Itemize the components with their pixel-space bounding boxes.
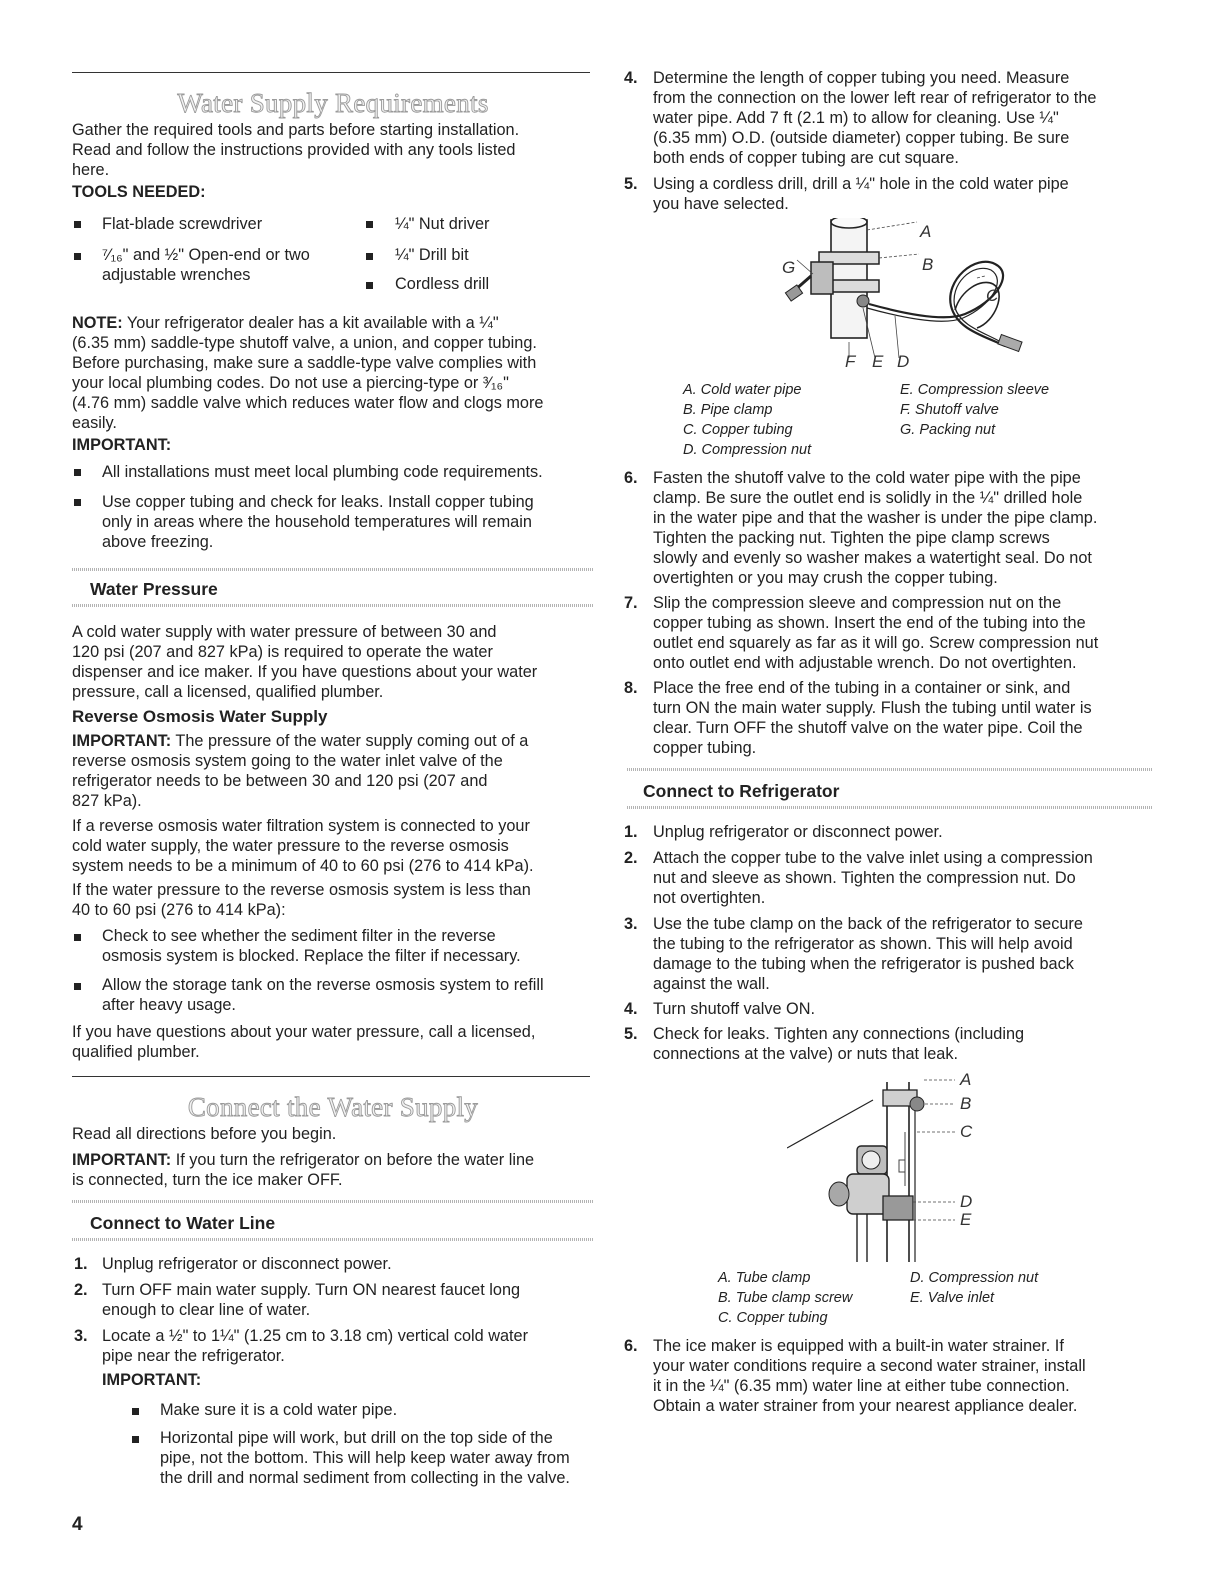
ro-bullet-item: after heavy usage. (102, 996, 236, 1014)
important-label: IMPORTANT: (72, 732, 172, 750)
figure-label: D (897, 352, 910, 371)
ro-line: cold water supply, the water pressure to the reverse osmosis (72, 837, 509, 855)
step-number: 6. (624, 469, 638, 487)
step-bullet: the drill and normal sediment from collecting in the valve. (160, 1469, 570, 1487)
step-text: against the wall. (653, 975, 770, 993)
figure-caption: C. Copper tubing (683, 422, 793, 438)
bullet-icon (366, 282, 373, 289)
tube-clamp-illustration (787, 1076, 987, 1266)
bullet-icon (74, 499, 81, 506)
step-text: damage to the tubing when the refrigerator is pushed back (653, 955, 1074, 973)
step-number: 1. (74, 1255, 88, 1273)
refrigerator-heading: Connect to Refrigerator (627, 768, 1152, 804)
bullet-icon (132, 1436, 139, 1443)
ro-bullet-item: Check to see whether the sediment filter in the reverse (102, 927, 496, 945)
step-bullet: Make sure it is a cold water pipe. (160, 1401, 398, 1419)
bullet-icon (366, 221, 373, 228)
step-text: you have selected. (653, 195, 789, 213)
step-number: 7. (624, 594, 638, 612)
step-number: 4. (624, 1000, 638, 1018)
note-label: NOTE: (72, 314, 123, 332)
step-text: from the connection on the lower left rear of refrigerator to the (653, 89, 1097, 107)
figure-label: B (922, 255, 934, 274)
pressure-line: A cold water supply with water pressure of between 30 and (72, 623, 497, 641)
important-heading: IMPORTANT: (72, 436, 172, 454)
figure-label: E (872, 352, 884, 371)
tool-item: ¼" Nut driver (395, 215, 490, 233)
figure-label: C (960, 1122, 973, 1141)
figure-label: C (986, 286, 999, 305)
section-divider (72, 72, 590, 73)
step-text: not overtighten. (653, 889, 766, 907)
tool-item: adjustable wrenches (102, 266, 251, 284)
step-text: Obtain a water strainer from your nearest appliance dealer. (653, 1397, 1078, 1415)
figure-caption: E. Valve inlet (910, 1290, 995, 1306)
step-text: in the water pipe and that the washer is under the pipe clamp. (653, 509, 1098, 527)
important-heading: IMPORTANT: (102, 1371, 202, 1389)
step-text: water pipe. Add 7 ft (2.1 m) to allow for cleaning. Use ¼" (653, 109, 1059, 127)
step-text: Attach the copper tube to the valve inlet using a compression (653, 849, 1093, 867)
shutoff-valve-illustration (745, 218, 1045, 378)
section-divider (72, 1076, 590, 1077)
ro-line: 40 to 60 psi (276 to 414 kPa): (72, 901, 286, 919)
figure-label: B (960, 1094, 972, 1113)
step-text: your water conditions require a second water strainer, install (653, 1357, 1086, 1375)
step-text: enough to clear line of water. (102, 1301, 311, 1319)
bullet-icon (74, 469, 81, 476)
pressure-line: 120 psi (207 and 827 kPa) is required to operate the water (72, 643, 493, 661)
step-number: 5. (624, 1025, 638, 1043)
tool-item: Cordless drill (395, 275, 490, 293)
ro-line: 827 kPa). (72, 792, 142, 810)
ro-heading: Reverse Osmosis Water Supply (72, 707, 328, 726)
tool-item: ⁷⁄₁₆" and ½" Open-end or two (102, 246, 310, 264)
step-text: outlet end squarely as far as it will go. Screw compression nut (653, 634, 1099, 652)
note-line: (6.35 mm) saddle-type shutoff valve, a union, and copper tubing. (72, 334, 537, 352)
step-text: the tubing to the refrigerator as shown. This will help avoid (653, 935, 1073, 953)
important-item: Use copper tubing and check for leaks. Install copper tubing (102, 493, 534, 511)
pressure-line: pressure, call a licensed, qualified plumber. (72, 683, 384, 701)
step-number: 3. (74, 1327, 88, 1345)
figure-caption: F. Shutoff valve (900, 402, 999, 418)
step-text: The ice maker is equipped with a built-in water strainer. If (653, 1337, 1064, 1355)
figure-caption: C. Copper tubing (718, 1310, 828, 1326)
water-pressure-heading: Water Pressure (72, 568, 594, 604)
connect-intro: Read all directions before you begin. (72, 1125, 337, 1143)
tool-item: Flat-blade screwdriver (102, 215, 263, 233)
step-text: connections at the valve) or nuts that leak. (653, 1045, 958, 1063)
important-item: only in areas where the household temperatures will remain (102, 513, 532, 531)
step-text: Turn shutoff valve ON. (653, 1000, 815, 1018)
ro-line: If a reverse osmosis water filtration system is connected to your (72, 817, 530, 835)
step-number: 8. (624, 679, 638, 697)
step-bullet: pipe, not the bottom. This will help keep water away from (160, 1449, 570, 1467)
bullet-icon (132, 1408, 139, 1415)
step-text: Tighten the packing nut. Tighten the pipe clamp screws (653, 529, 1050, 547)
step-text: clear. Turn OFF the shutoff valve on the water pipe. Coil the (653, 719, 1083, 737)
step-text: Unplug refrigerator or disconnect power. (653, 823, 943, 841)
note-line: (4.76 mm) saddle valve which reduces water flow and clogs more (72, 394, 544, 412)
step-text: Locate a ½" to 1¼" (1.25 cm to 3.18 cm) vertical cold water (102, 1327, 529, 1345)
tools-heading: TOOLS NEEDED: (72, 183, 206, 201)
step-text: slowly and evenly so washer makes a watertight seal. Do not (653, 549, 1092, 567)
figure-label: D (960, 1192, 973, 1211)
step-text: Use the tube clamp on the back of the refrigerator to secure (653, 915, 1083, 933)
step-text: Fasten the shutoff valve to the cold water pipe with the pipe (653, 469, 1081, 487)
connect-important: IMPORTANT: If you turn the refrigerator on before the water line (72, 1151, 535, 1169)
step-text: Turn OFF main water supply. Turn ON nearest faucet long (102, 1281, 521, 1299)
note-paragraph: NOTE: Your refrigerator dealer has a kit available with a ¼" (72, 314, 499, 332)
step-text: it in the ¼" (6.35 mm) water line at either tube connection. (653, 1377, 1070, 1395)
section-title-connect: Connect the Water Supply (187, 1092, 479, 1122)
bullet-icon (74, 934, 81, 941)
step-number: 2. (74, 1281, 88, 1299)
note-line: Before purchasing, make sure a saddle-type valve complies with (72, 354, 537, 372)
step-text: overtighten or you may crush the copper tubing. (653, 569, 998, 587)
connect-important-line: is connected, turn the ice maker OFF. (72, 1171, 343, 1189)
important-item: above freezing. (102, 533, 214, 551)
step-number: 3. (624, 915, 638, 933)
tool-item: ¼" Drill bit (395, 246, 469, 264)
step-text: Slip the compression sleeve and compression nut on the (653, 594, 1062, 612)
intro-line: Read and follow the instructions provided with any tools listed (72, 141, 516, 159)
bullet-icon (366, 253, 373, 260)
ro-line: qualified plumber. (72, 1043, 200, 1061)
figure-label: G (782, 258, 796, 277)
step-text: clamp. Be sure the outlet end is solidly in the ¼" drilled hole (653, 489, 1083, 507)
step-text: Using a cordless drill, drill a ¼" hole in the cold water pipe (653, 175, 1069, 193)
ro-paragraph: IMPORTANT: The pressure of the water supply coming out of a (72, 732, 529, 750)
step-number: 1. (624, 823, 638, 841)
note-line: your local plumbing codes. Do not use a piercing-type or ³⁄₁₆" (72, 374, 509, 392)
ro-line: If the water pressure to the reverse osmosis system is less than (72, 881, 531, 899)
figure-caption: B. Pipe clamp (683, 402, 773, 418)
step-text: both ends of copper tubing are cut square. (653, 149, 959, 167)
ro-line: system needs to be a minimum of 40 to 60 psi (276 to 414 kPa). (72, 857, 534, 875)
step-text: copper tubing as shown. Insert the end of the tubing into the (653, 614, 1086, 632)
ro-bullet-item: osmosis system is blocked. Replace the filter if necessary. (102, 947, 521, 965)
pressure-line: dispenser and ice maker. If you have questions about your water (72, 663, 538, 681)
step-number: 2. (624, 849, 638, 867)
important-item: All installations must meet local plumbing code requirements. (102, 463, 543, 481)
bullet-icon (74, 983, 81, 990)
step-text: Check for leaks. Tighten any connections (including (653, 1025, 1025, 1043)
figure-caption: G. Packing nut (900, 422, 996, 438)
step-bullet: Horizontal pipe will work, but drill on the top side of the (160, 1429, 553, 1447)
bullet-icon (74, 221, 81, 228)
water-line-heading: Connect to Water Line (72, 1200, 594, 1236)
step-text: pipe near the refrigerator. (102, 1347, 285, 1365)
step-number: 5. (624, 175, 638, 193)
figure-label: E (960, 1210, 972, 1229)
step-number: 6. (624, 1337, 638, 1355)
step-text: (6.35 mm) O.D. (outside diameter) copper tubing. Be sure (653, 129, 1070, 147)
figure-caption: B. Tube clamp screw (718, 1290, 853, 1306)
ro-line: reverse osmosis system going to the water inlet valve of the (72, 752, 503, 770)
figure-caption: E. Compression sleeve (900, 382, 1050, 398)
figure-label: A (960, 1070, 972, 1089)
note-line: easily. (72, 414, 117, 432)
figure-caption: D. Compression nut (910, 1270, 1039, 1286)
step-text: onto outlet end with adjustable wrench. Do not overtighten. (653, 654, 1077, 672)
step-text: nut and sleeve as shown. Tighten the compression nut. Do (653, 869, 1076, 887)
step-number: 4. (624, 69, 638, 87)
intro-line: here. (72, 161, 110, 179)
ro-line: refrigerator needs to be between 30 and 120 psi (207 and (72, 772, 488, 790)
ro-bullet-item: Allow the storage tank on the reverse osmosis system to refill (102, 976, 544, 994)
step-text: turn ON the main water supply. Flush the tubing until water is (653, 699, 1092, 717)
page-number: 4 (72, 1514, 83, 1535)
intro-line: Gather the required tools and parts before starting installation. (72, 121, 520, 139)
figure-caption: D. Compression nut (683, 442, 812, 458)
ro-line: If you have questions about your water pressure, call a licensed, (72, 1023, 536, 1041)
section-title-water-supply: Water Supply Requirements (177, 88, 489, 118)
step-text: copper tubing. (653, 739, 757, 757)
bullet-icon (74, 253, 81, 260)
figure-caption: A. Cold water pipe (683, 382, 802, 398)
figure-label: A (920, 222, 932, 241)
step-text: Determine the length of copper tubing you need. Measure (653, 69, 1070, 87)
step-text: Unplug refrigerator or disconnect power. (102, 1255, 392, 1273)
figure-label: F (845, 352, 856, 371)
figure-caption: A. Tube clamp (718, 1270, 811, 1286)
important-label: IMPORTANT: (72, 1151, 172, 1169)
step-text: Place the free end of the tubing in a container or sink, and (653, 679, 1071, 697)
